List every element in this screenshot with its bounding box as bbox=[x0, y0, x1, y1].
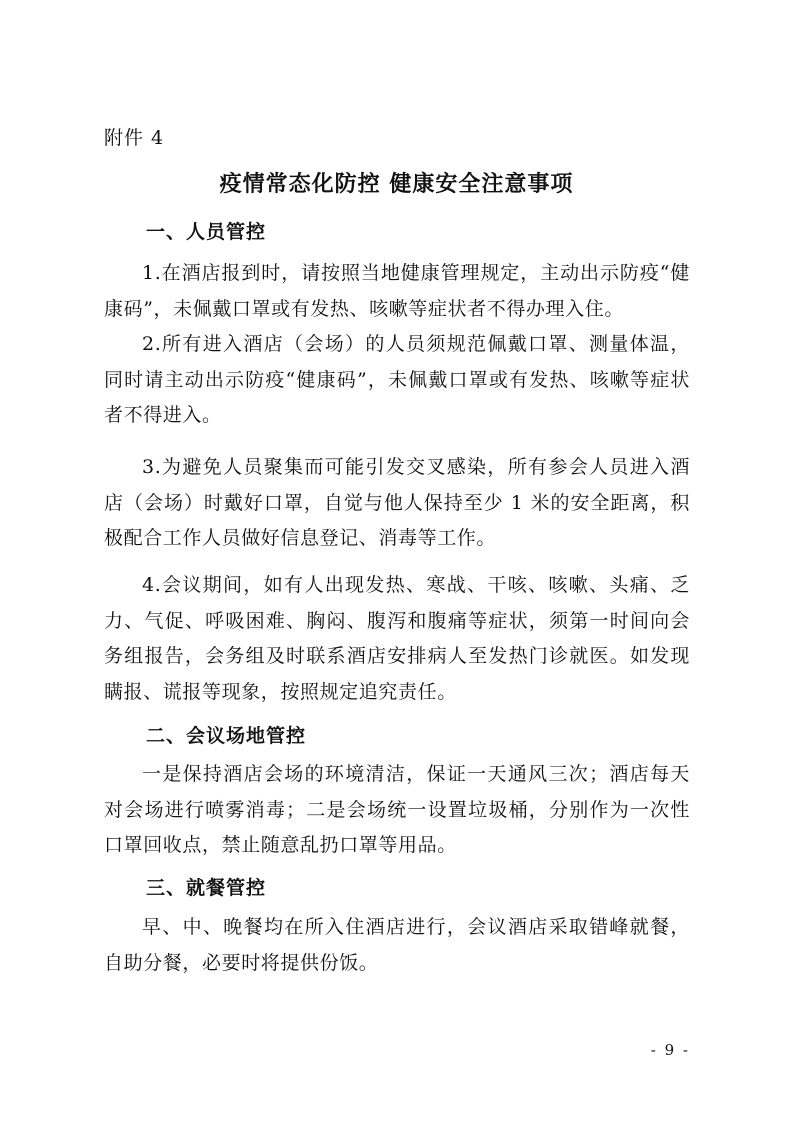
attachment-label: 附件 4 bbox=[104, 127, 165, 149]
paragraph-venue-1: 一是保持酒店会场的环境清洁，保证一天通风三次；酒店每天对会场进行喷雾消毒；二是会场统一设置垃圾桶，分别作为一次性口罩回收点，禁止随意乱扔口罩等用品。 bbox=[104, 763, 690, 856]
paragraph-dining-1: 早、中、晚餐均在所入住酒店进行，会议酒店采取错峰就餐，自助分餐，必要时将提供份饭。 bbox=[104, 916, 690, 974]
paragraph-personnel-3: 3.为避免人员聚集而可能引发交叉感染，所有参会人员进入酒店（会场）时戴好口罩，自觉与他人保持至少 1 米的安全距离，积极配合工作人员做好信息登记、消毒等工作。 bbox=[104, 456, 690, 549]
section-heading-venue: 二、会议场地管控 bbox=[146, 725, 307, 747]
paragraph-personnel-4: 4.会议期间，如有人出现发热、寒战、干咳、咳嗽、头痛、乏力、气促、呼吸困难、胸闷、腹泻和腹痛等症状，须第一时间向会务组报告，会务组及时联系酒店安排病人至发热门诊就医。如发现瞒报、谎报等现象，按照规定追究责任。 bbox=[104, 574, 690, 703]
section-heading-personnel: 一、人员管控 bbox=[146, 221, 267, 243]
paragraph-personnel-1: 1.在酒店报到时，请按照当地健康管理规定，主动出示防疫“健康码”，未佩戴口罩或有发热、咳嗽等症状者不得办理入住。 bbox=[104, 262, 690, 320]
page-number: - 9 - bbox=[650, 1041, 690, 1059]
document-title: 疫情常态化防控 健康安全注意事项 bbox=[219, 171, 574, 197]
section-heading-dining: 三、就餐管控 bbox=[146, 877, 267, 899]
paragraph-personnel-2: 2.所有进入酒店（会场）的人员须规范佩戴口罩、测量体温，同时请主动出示防疫“健康码”，未佩戴口罩或有发热、咳嗽等症状者不得进入。 bbox=[104, 333, 690, 426]
